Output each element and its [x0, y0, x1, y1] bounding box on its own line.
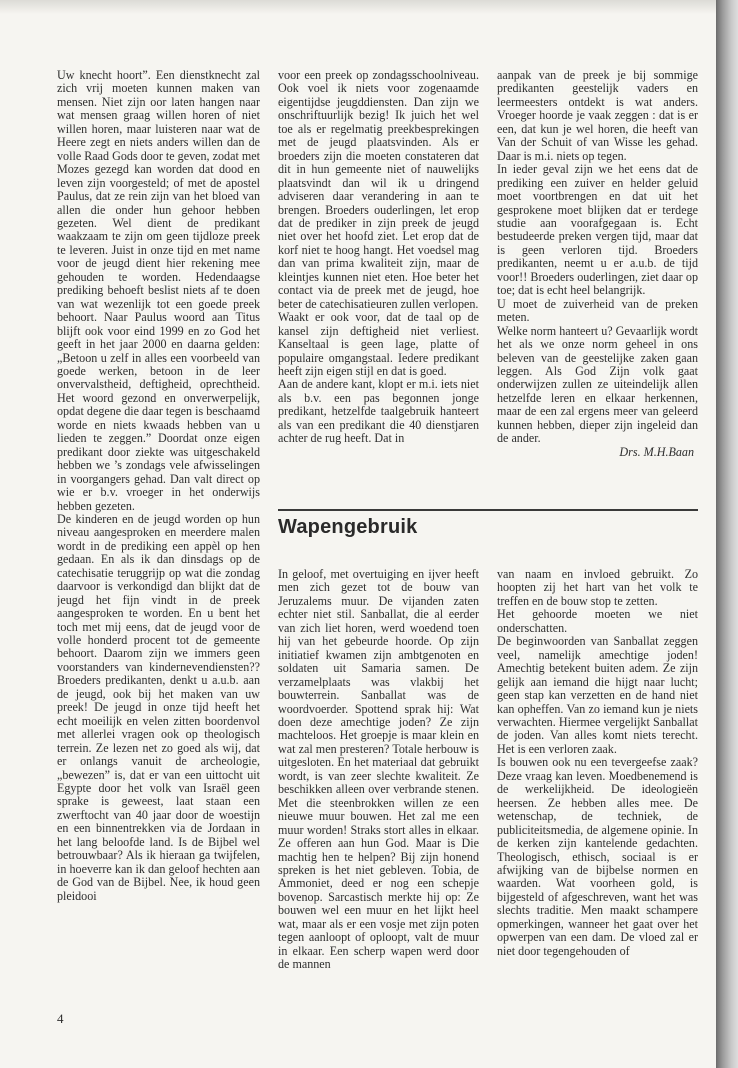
paragraph: Aan de andere kant, klopt er m.i. iets niet als b.v. een pas begonnen jonge predikant, hetzelfde taalgebruik hanteert als van een predikant die 40 dienstjaren achter de rug heeft. Dat in [278, 377, 479, 446]
page-top-shadow [0, 0, 716, 14]
paragraph: Het gehoorde moeten we niet onderschatten. [497, 607, 698, 635]
article1-column-1 [57, 69, 260, 1009]
section-divider [278, 509, 698, 511]
paragraph: De beginwoorden van Sanballat zeggen veel, namelijk amechtige joden! Amechtig betekent buiten adem. Ze zijn gelijk aan iemand die hijgt naar lucht; geen stap kan verzetten en de hand niet kan opheffen. Van zo iemand kun je niets verwachten. Hiermee vergelijkt Sanballat de joden. Van alles komt niets terecht. Het is een verloren zaak. [497, 634, 698, 756]
paragraph: Uw knecht hoort”. Een dienstknecht zal zich vrij moeten kunnen maken van mensen. Niet zijn oor laten hangen naar wat mensen graag willen horen of niet willen horen, maar luisteren naar wat de Heere zegt en niets anders willen dan de volle Raad Gods door te geven, zodat met Mozes gezegd kan worden dat dood en leven zijn voorgesteld; of met de apostel Paulus, dat ze rein zijn van het bloed van allen die onder hun gehoor hebben gezeten. Wel dient de predikant waakzaam te zijn om geen tijdloze preek te leveren. Juist in onze tijd en met name voor de jeugd dient hier rekening mee gehouden te worden. Hedendaagse prediking behoeft beslist niets af te doen van wat wezenlijk tot een goede preek behoort. Naar Paulus woord aan Titus blijft ook voor eind 1999 en zo God het geeft in het jaar 2000 en daarna gelden: „Betoon u zelf in alles een voorbeeld van goede werken, betoon in de leer onvervalstheid, deftigheid, oprechtheid. Het woord gezond en onverwerpelijk, opdat degene die daar tegen is beschaamd worde en niets kwaads hebben van u lieden te zeggen.” Doordat onze eigen predikant door ziekte was uitgeschakeld hebben we ’s zondags vele afwisselingen in voorgangers gehad. Dan valt direct op wie er b.v. vroeger in het onderwijs hebben gezeten. [57, 69, 260, 513]
page-number: 4 [57, 1011, 64, 1026]
article2-column-1 [278, 568, 479, 1004]
paragraph: voor een preek op zondagsschoolniveau. Ook voel ik niets voor zogenaamde eigentijdse jeugddiensten. Dan zijn we onschriftuurlijk bezig! Ik juich het wel toe als er regelmatig preekbesprekingen met de jeugd plaatsvinden. Als er broeders zijn die moeten constateren dat dit in hun gemeente niet of nauwelijks plaatsvindt dan wil ik u dringend adviseren daar verandering in aan te brengen. Broeders ouderlingen, let erop dat de prediker in zijn preek de jeugd niet over het hoofd ziet. Let erop dat de korf niet te hoog hangt. Het voedsel mag dan van prima kwaliteit zijn, maar de kleintjes kunnen niet eten. Hoe beter het contact via de preek met de jeugd, hoe beter de catechisatieuren zullen verlopen. [278, 69, 479, 311]
paragraph: van naam en invloed gebruikt. Zo hoopten zij het hart van het volk te treffen en de bouw stop te zetten. [497, 568, 698, 608]
paragraph: Waakt er ook voor, dat de taal op de kansel zijn deftigheid niet verliest. Kanseltaal is geen lage, platte of populaire omgangstaal. Iedere predikant heeft zijn eigen stijl en dat is goed. [278, 310, 479, 378]
paragraph: aanpak van de preek je bij sommige predikanten geestelijk vaders en leermeesters ontdekt is wat anders. Vroeger hoorde je vaak zeggen : dat is er een, dat kun je wel horen, die heeft van Van der Schuit of van Wisse les gehad. Daar is m.i. niets op tegen. [497, 69, 698, 163]
book-spine-edge [716, 0, 738, 1068]
article1-column-3 [497, 69, 698, 499]
article2-column-2 [497, 568, 698, 1004]
paragraph: Welke norm hanteert u? Gevaarlijk wordt het als we onze norm geheel in ons beleven van de geestelijke zaken gaan leggen. Als God Zijn volk gaat onderwijzen zullen ze uiteindelijk allen hetzelfde leren en elkaar herkennen, maar de een zal ergens meer van geleerd kunnen hebben, dieper zijn ingeleid dan de ander. [497, 323, 698, 446]
paragraph: In ieder geval zijn we het eens dat de prediking een zuiver en helder geluid moet voortbrengen en dat uit het gesprokene moet blijken dat er terdege studie aan voorafgegaan is. Echt bestudeerde preken vergen tijd, maar dat is geen verloren tijd. Broeders predikanten, neemt u er a.u.b. de tijd voor!! Broeders ouderlingen, ziet daar op toe; dat is echt heel belangrijk. [497, 162, 698, 298]
paragraph: De kinderen en de jeugd worden op hun niveau aangesproken en meerdere malen wordt in de prediking een appèl op hen gedaan. En als ik dan dinsdags op de catechisatie teruggrijp op wat die zondag daarvoor is verkondigd dan blijkt dat de jeugd het fijn vindt in de preek aangesproken te worden. En u bent het toch met mij eens, dat de jeugd voor de volle honderd procent tot de gemeente behoort. Daarom zijn we immers geen voorstanders van kindernevendiensten?? Broeders predikanten, denkt u a.u.b. aan de jeugd, ook bij het maken van uw preek! De jeugd in onze tijd heeft het echt moeilijk en velen zitten boordenvol met allerlei vragen ook op theologisch terrein. Ze lezen net zo goed als wij, dat er onlangs vanuit de archeologie, „bewezen” is, dat er van een uittocht uit Egypte door het volk van Israël geen sprake is geweest, laat staan een zwerftocht van 40 jaar door de woestijn en een binnentrekken via de Jordaan in het lang beloofde land. Is de Bijbel wel betrouwbaar? Als ik hieraan ga twijfelen, in hoeverre kan ik dan geloof hechten aan de God van de Bijbel. Nee, ik houd geen pleidooi [57, 511, 260, 903]
paragraph: U moet de zuiverheid van de preken meten. [497, 296, 698, 325]
paragraph: In geloof, met overtuiging en ijver heeft men zich gezet tot de bouw van Jeruzalems muur. De vijanden zaten echter niet stil. Sanballat, die al eerder van zich liet horen, werd woedend toen hij van het gebeurde hoorde. Op zijn initiatief kwamen zijn ambtgenoten en soldaten uit Samaria samen. De verzamelplaats was vlakbij het bouwterrein. Sanballat was de woordvoerder. Spottend sprak hij: Wat doen deze amechtige joden? Ze zijn machteloos. Het groepje is maar klein en wat zal men presteren? Totale herbouw is uitgesloten. En het materiaal dat gebruikt wordt, is van zeer slechte kwaliteit. Ze beschikken alleen over verbrande stenen. Met die steenbrokken willen ze een nieuwe muur bouwen. Het zal me een muur worden! Straks stort alles in elkaar. Ze offeren aan hun God. Maar is Die machtig hen te helpen? Bij zijn honend spreken is het niet gebleven. Tobia, de Ammoniet, deed er nog een schepje bovenop. Sarcastisch merkte hij op: Ze bouwen wel een muur en het lijkt heel wat, maar als er een vosje met zijn poten tegen aanloopt of oploopt, valt de muur in elkaar. Een scherp wapen werd door de mannen [278, 568, 479, 972]
section-heading: Wapengebruik [278, 516, 418, 538]
author-signature: Drs. M.H.Baan [619, 444, 694, 459]
article1-column-2 [278, 69, 479, 499]
paragraph: Is bouwen ook nu een tevergeefse zaak? Deze vraag kan leven. Moedbenemend is de werkelijkheid. De ideologieën heersen. Ze hebben alles mee. De wetenschap, de techniek, de publiciteitsmedia, de algemene opinie. In de kerken zijn kantelende gedachten. Theologisch, ethisch, sociaal is er afwijking van de bijbelse normen en waarden. Wat voorheen gold, is bijgesteld of afgeschreven, want het was slechts traditie. Men maakt schampere opmerkingen, wanneer het gaat over het opwerpen van een dam. De vloed zal er niet door tegengehouden of [497, 755, 698, 958]
